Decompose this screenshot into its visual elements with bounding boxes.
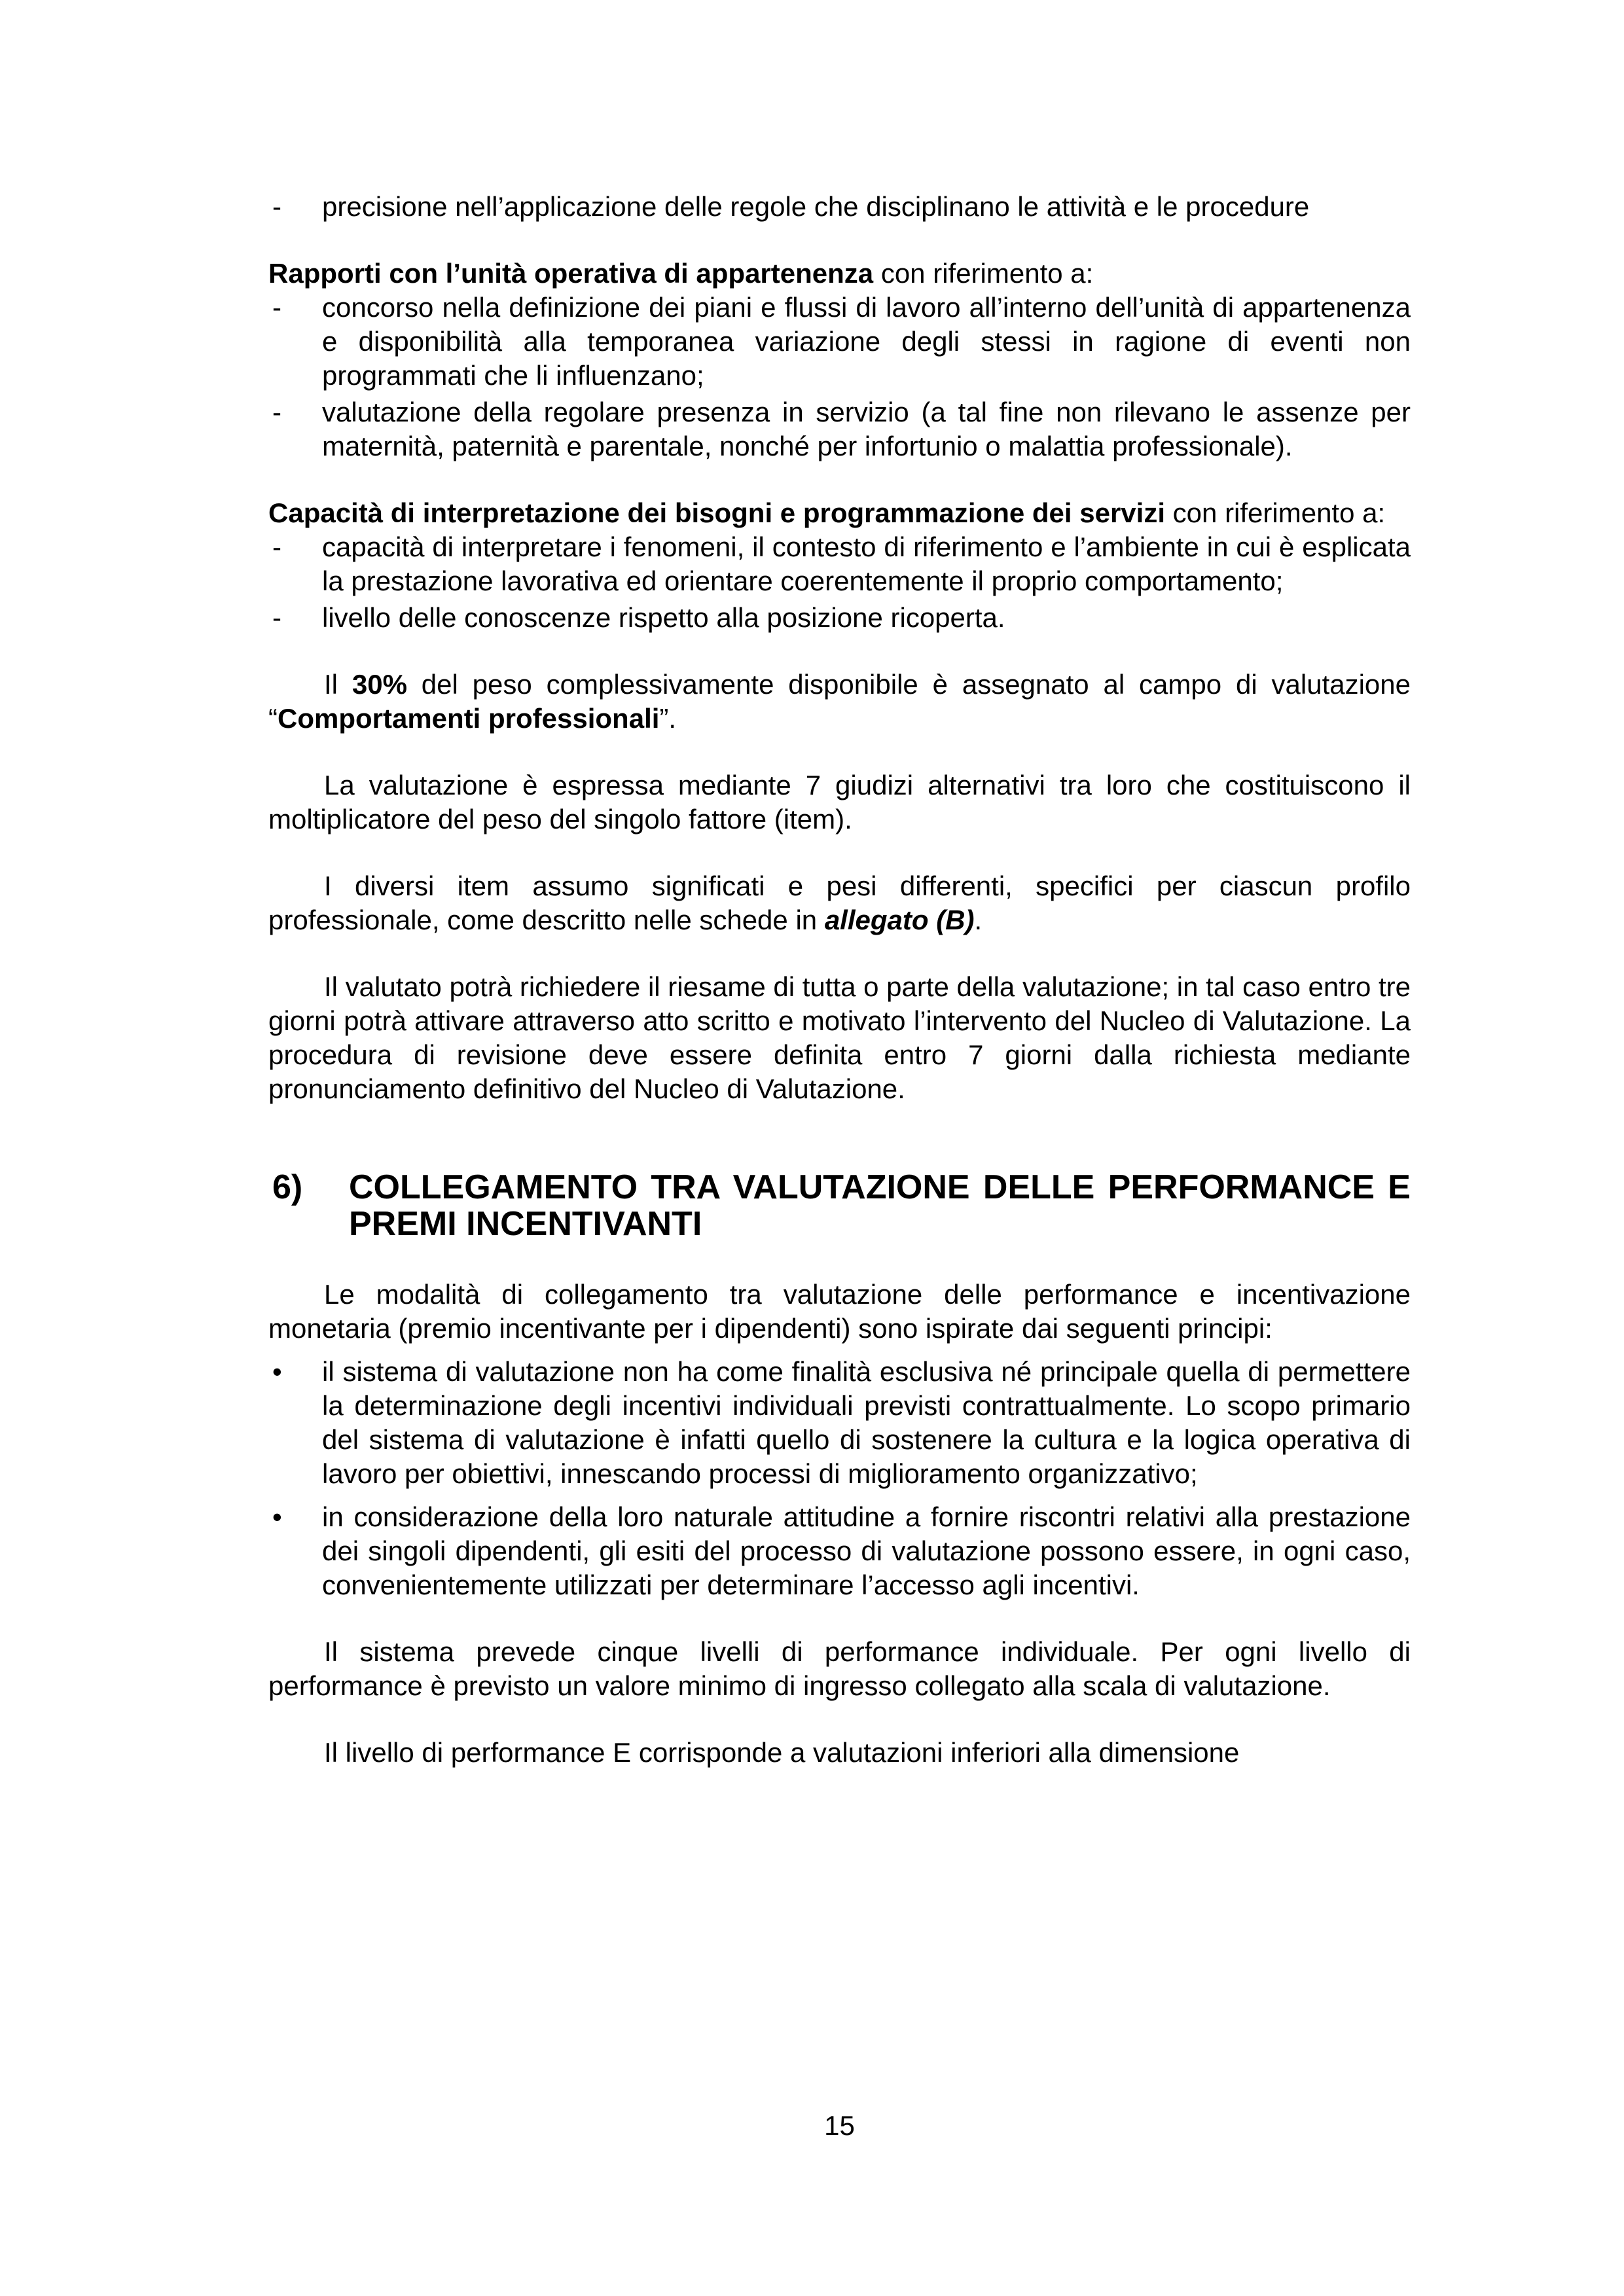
paragraph-livello-e: Il livello di performance E corrisponde a valutazioni inferiori alla dimensione [324, 1737, 1240, 1768]
list-item-text: livello delle conoscenze rispetto alla posizione ricoperta. [322, 602, 1005, 633]
section-heading-6 [268, 1169, 1411, 1242]
capacita-lead-rest: con riferimento a: [1165, 497, 1386, 528]
allegato-b-bold-italic: allegato (B) [824, 905, 975, 935]
list-item-capacita-interpretare [268, 530, 1411, 598]
item-pesi-post: . [974, 905, 983, 935]
rapporti-lead-bold: Rapporti con l’unità operativa di appartenenza [268, 258, 874, 289]
paragraph-item-pesi [268, 869, 1411, 937]
paragraph-peso-30 [268, 668, 1411, 736]
capacita-lead-paragraph [268, 496, 1411, 530]
dash-marker: - [272, 292, 281, 323]
bullet-item-text: il sistema di valutazione non ha come finalità esclusiva né principale quella di permettere la determinazione degli incentivi individuali previsti contrattualmente. Lo scopo primario del sistema di valutazione è infatti quello di sostenere la cultura e la logica operativa di lavoro per obiettivi, innescando processi di miglioramento organizzativo; [322, 1356, 1411, 1489]
paragraph-valutazione-espressa: La valutazione è espressa mediante 7 giudizi alternativi tra loro che costituiscono il moltiplicatore del peso del singolo fattore (item). [268, 770, 1411, 834]
peso-post: ”. [659, 703, 677, 734]
section-heading-number: 6) [272, 1168, 303, 1206]
bullet-item-considerazione [268, 1500, 1411, 1602]
intro-dash-list [268, 190, 1411, 224]
bullet-marker: • [272, 1501, 282, 1532]
bullet-item-sistema-finalita [268, 1355, 1411, 1491]
dash-marker: - [272, 531, 281, 562]
dash-marker: - [272, 397, 281, 427]
bullet-item-text: in considerazione della loro naturale attitudine a fornire riscontri relativi alla prestazione dei singoli dipendenti, gli esiti del processo di valutazione possono essere, in ogni caso, convenientemente utilizzati per determinare l’accesso agli incentivi. [322, 1501, 1411, 1600]
capacita-dash-list [268, 530, 1411, 635]
bullet-marker: • [272, 1356, 282, 1387]
item-pesi-pre: I diversi item assumo significati e pesi differenti, specifici per ciascun profilo professionale, come descritto nelle schede in [268, 870, 1411, 935]
page-number: 15 [824, 2110, 855, 2141]
list-item-livello-conoscenze [268, 601, 1411, 635]
capacita-lead-bold: Capacità di interpretazione dei bisogni e programmazione dei servizi [268, 497, 1166, 528]
list-item-precisione [268, 190, 1411, 224]
list-item-text: precisione nell’applicazione delle regole che disciplinano le attività e le procedure [322, 191, 1310, 222]
principi-bullet-list [268, 1355, 1411, 1602]
list-item-valutazione-presenza [268, 395, 1411, 463]
peso-pre: Il [324, 669, 352, 700]
rapporti-dash-list [268, 291, 1411, 463]
peso-mid: del peso complessivamente disponibile è assegnato al campo di valutazione “ [268, 669, 1411, 734]
section-heading-text: COLLEGAMENTO TRA VALUTAZIONE DELLE PERFORMANCE E PREMI INCENTIVANTI [349, 1168, 1411, 1243]
paragraph-cinque-livelli: Il sistema prevede cinque livelli di performance individuale. Per ogni livello di performance è previsto un valore minimo di ingresso collegato alla scala di valutazione. [268, 1636, 1411, 1701]
paragraph-modalita: Le modalità di collegamento tra valutazione delle performance e incentivazione monetaria (premio incentivante per i dipendenti) sono ispirate dai seguenti principi: [268, 1279, 1411, 1344]
list-item-text: capacità di interpretare i fenomeni, il contesto di riferimento e l’ambiente in cui è esplicata la prestazione lavorativa ed orientare coerentemente il proprio comportamento; [322, 531, 1411, 596]
list-item-text: valutazione della regolare presenza in servizio (a tal fine non rilevano le assenze per maternità, paternità e parentale, nonché per infortunio o malattia professionale). [322, 397, 1411, 461]
paragraph-valutato-riesame: Il valutato potrà richiedere il riesame di tutta o parte della valutazione; in tal caso entro tre giorni potrà attivare attraverso atto scritto e motivato l’intervento del Nucleo di Valutazione. La procedura di revisione deve essere definita entro 7 giorni dalla richiesta mediante pronunciamento definitivo del Nucleo di Valutazione. [268, 971, 1411, 1104]
rapporti-lead-paragraph [268, 257, 1411, 291]
rapporti-lead-rest: con riferimento a: [873, 258, 1094, 289]
dash-marker: - [272, 191, 281, 222]
page-content [268, 190, 1411, 1770]
peso-campo-bold: Comportamenti professionali [278, 703, 660, 734]
peso-percent-bold: 30% [352, 669, 407, 700]
dash-marker: - [272, 602, 281, 633]
list-item-concorso [268, 291, 1411, 393]
list-item-text: concorso nella definizione dei piani e flussi di lavoro all’interno dell’unità di appartenenza e disponibilità alla temporanea variazione degli stessi in ragione di eventi non programmati che li influenzano; [322, 292, 1411, 391]
